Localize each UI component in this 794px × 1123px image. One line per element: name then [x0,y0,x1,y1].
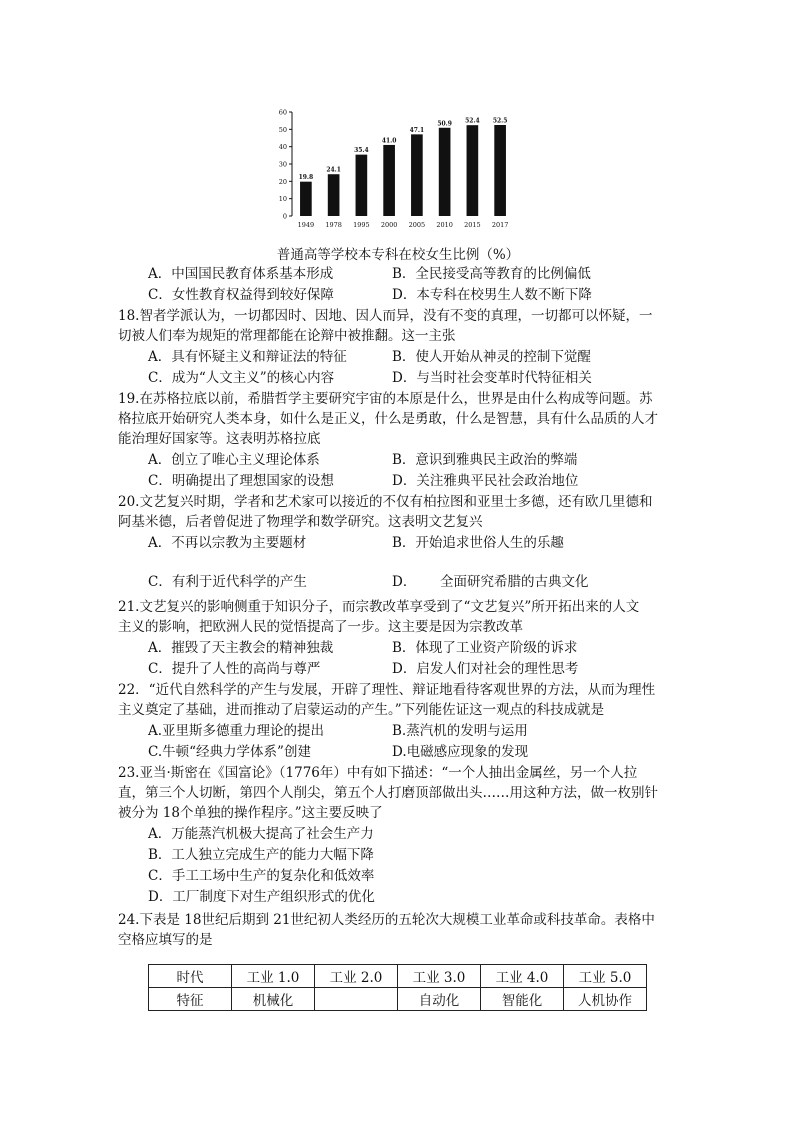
table-row [149,988,647,1011]
table-cell: 工业 4.0 [481,965,564,988]
y-tick-label: 40 [278,143,287,152]
q20-stem-line1: 20.文艺复兴时期，学者和艺术家可以接近的不仅有柏拉图和亚里士多德，还有欧几里德和 [118,494,653,510]
q19-stem-line3: 能治理好国家等。这表明苏格拉底 [118,431,321,447]
table-cell: 机械化 [232,988,315,1011]
q24-stem-line1: 24.下表是 18世纪后期到 21世纪初人类经历的五轮次大规模工业革命或科技革命。表格中 [118,912,655,928]
bar [300,182,312,216]
x-tick-label: 2010 [436,221,453,229]
bar-value-label: 19.8 [298,174,314,182]
x-tick-label: 2000 [380,221,398,229]
table-cell: 工业 3.0 [398,965,481,988]
bar [439,128,451,216]
bar-value-label: 47.1 [409,126,425,134]
table-cell: 时代 [149,965,232,988]
q17-option-a: A．中国国民教育体系基本形成 [148,266,334,282]
q18-stem-line1: 18.智者学派认为，一切都因时、因地、因人而异，没有不变的真理，一切都可以怀疑，一 [118,308,653,324]
y-tick-label: 20 [278,177,287,186]
bar-value-label: 35.4 [354,147,369,155]
q21-option-a: A．摧毁了天主教会的精神独裁 [148,640,334,656]
q22-option-b: B.蒸汽机的发明与运用 [392,723,528,739]
q20-option-b: B．开始追求世俗人生的乐趣 [392,535,564,551]
q23-option-a: A．万能蒸汽机极大提高了社会生产力 [148,826,374,842]
y-tick-label: 30 [278,160,287,169]
q17-option-c: C．女性教育权益得到较好保障 [148,287,334,303]
x-tick-label: 1949 [297,221,315,229]
q21-option-d: D．启发人们对社会的理性思考 [392,661,579,677]
bar [383,145,395,216]
q23-option-b: B．工人独立完成生产的能力大幅下降 [148,847,374,863]
q18-option-d: D．与当时社会变革时代特征相关 [392,370,592,386]
q20-option-a: A．不再以宗教为主要题材 [148,535,307,551]
q19-option-a: A．创立了唯心主义理论体系 [148,452,320,468]
bar-value-label: 41.0 [381,137,397,145]
q23-stem-line1: 23.亚当·斯密在《国富论》（1776年）中有如下描述：“一个人抽出金属丝，另一个人拉 [118,765,638,781]
table-cell-blank [315,988,398,1011]
y-tick-label: 0 [282,212,287,221]
q18-option-a: A．具有怀疑主义和辩证法的特征 [148,349,347,365]
table-cell: 工业 1.0 [232,965,315,988]
q21-option-b: B．体现了工业资产阶级的诉求 [392,640,578,656]
q18-stem-line2: 切被人们奉为规矩的常理都能在论辩中被推翻。这一主张 [118,328,456,344]
bar [356,155,368,216]
y-tick-label: 60 [278,108,287,117]
x-tick-label: 2017 [491,221,509,229]
q23-stem-line2: 直，第三个人切断，第四个人削尖，第五个人打磨顶部做出头……用这种方法，做一枚别针 [118,785,658,801]
bar [411,134,423,216]
x-tick-label: 2015 [464,221,481,229]
y-tick-label: 50 [278,125,287,134]
table-header-row [149,965,647,988]
q23-stem-line3: 被分为 18个单独的操作程序。”这主要反映了 [118,805,383,821]
q19-option-d: D．关注雅典平民社会政治地位 [392,473,579,489]
bar [494,125,506,216]
bar-value-label: 52.4 [465,117,480,125]
x-tick-label: 1995 [353,221,370,229]
q21-stem-line2: 主义的影响，把欧洲人民的觉悟提高了一步。这主要是因为宗教改革 [118,619,523,635]
bar-chart [268,104,518,236]
q23-option-c: C．手工工场中生产的复杂化和低效率 [148,868,375,884]
table-cell: 工业 2.0 [315,965,398,988]
industrial-revolution-table [148,964,647,1011]
q20-option-d-text: 全面研究希腊的古典文化 [440,574,589,590]
q20-option-d-letter: D． [392,574,417,590]
table-cell: 人机协作 [564,988,647,1011]
q20-option-c: C．有利于近代科学的产生 [148,574,307,590]
table-cell: 自动化 [398,988,481,1011]
x-tick-label: 1978 [325,221,342,229]
q17-option-d: D．本专科在校男生人数不断下降 [392,287,592,303]
q22-option-a: A.亚里斯多德重力理论的提出 [148,723,325,739]
q19-option-b: B．意识到雅典民主政治的弊端 [392,452,578,468]
q18-option-c: C．成为“人文主义”的核心内容 [148,370,335,386]
q22-stem-line1: 22．“近代自然科学的产生与发展，开辟了理性、辩证地看待客观世界的方法，从而为理性 [118,682,656,698]
q23-option-d: D．工厂制度下对生产组织形式的优化 [148,889,375,905]
bar-value-label: 52.5 [492,117,508,125]
q21-stem-line1: 21.文艺复兴的影响侧重于知识分子，而宗教改革享受到了“文艺复兴”所开拓出来的人文 [118,599,640,615]
q19-stem-line2: 格拉底开始研究人类本身，如什么是正义，什么是勇敢，什么是智慧，具有什么品质的人才 [118,411,658,427]
x-tick-label: 2005 [408,221,426,229]
table-cell: 特征 [149,988,232,1011]
q19-option-c: C．明确提出了理想国家的设想 [148,473,334,489]
q18-option-b: B．使人开始从神灵的控制下觉醒 [392,349,591,365]
q21-option-c: C．提升了人性的高尚与尊严 [148,661,321,677]
q22-option-c: C.牛顿“经典力学体系”创建 [148,744,311,760]
bar-value-label: 24.1 [326,166,341,174]
y-tick-label: 10 [278,195,287,204]
chart-title: 普通高等学校本专科在校女生比例（%） [276,247,520,263]
q24-stem-line2: 空格应填写的是 [118,932,213,948]
table-cell: 工业 5.0 [564,965,647,988]
q20-stem-line2: 阿基米德，后者曾促进了物理学和数学研究。这表明文艺复兴 [118,514,483,530]
bar [467,125,479,216]
q17-option-b: B．全民接受高等教育的比例偏低 [392,266,591,282]
q22-option-d: D.电磁感应现象的发现 [392,744,529,760]
q19-stem-line1: 19.在苏格拉底以前，希腊哲学主要研究宇宙的本原是什么，世界是由什么构成等问题。苏 [118,391,653,407]
q22-stem-line2: 主义奠定了基础，进而推动了启蒙运动的产生。”下列能佐证这一观点的科技成就是 [118,702,605,718]
bar-value-label: 50.9 [437,120,452,128]
bar [328,174,340,216]
table-cell: 智能化 [481,988,564,1011]
